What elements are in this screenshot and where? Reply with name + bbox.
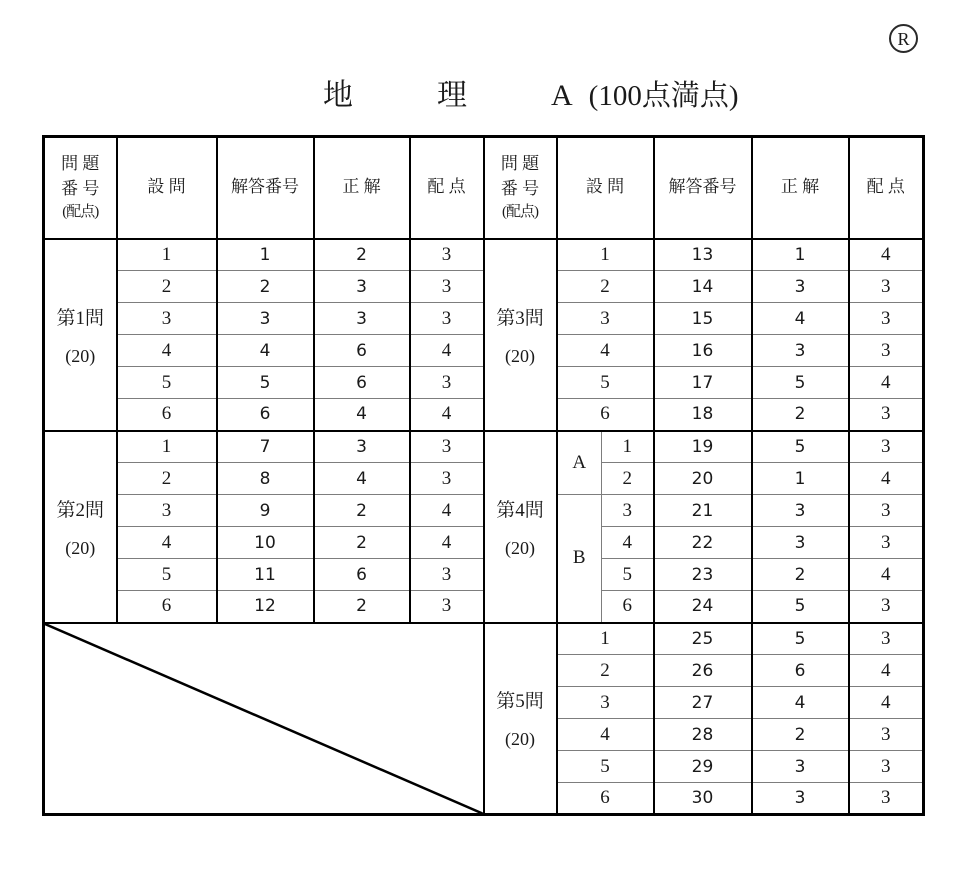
answer-number-cell: 9 [217, 495, 314, 527]
sub-question-cell: 3 [602, 495, 654, 527]
points-cell: 4 [410, 399, 484, 431]
correct-answer-cell: 2 [314, 527, 410, 559]
header-correct-answer: 正 解 [752, 137, 849, 239]
title-score-note: (100点満点) [588, 80, 739, 112]
sub-question-cell: 6 [557, 399, 654, 431]
section-label-cell [484, 623, 557, 815]
diagonal-empty-cell [44, 623, 484, 815]
sub-question-cell: 2 [117, 463, 217, 495]
sub-question-cell: 6 [117, 399, 217, 431]
correct-answer-cell: 3 [752, 527, 849, 559]
correct-answer-cell: 5 [752, 367, 849, 399]
answer-number-cell: 14 [654, 271, 752, 303]
section-points: (20) [505, 345, 535, 366]
correct-answer-cell: 4 [752, 303, 849, 335]
sub-question-cell: 1 [117, 239, 217, 271]
sub-question-cell: 5 [602, 559, 654, 591]
points-cell: 4 [410, 495, 484, 527]
sub-question-cell: 3 [557, 303, 654, 335]
points-cell: 3 [410, 303, 484, 335]
answer-number-cell: 23 [654, 559, 752, 591]
header-answer-number: 解答番号 [217, 137, 314, 239]
answer-number-cell: 19 [654, 431, 752, 463]
table-row [44, 431, 924, 463]
section-label-cell [484, 239, 557, 431]
answer-number-cell: 25 [654, 623, 752, 655]
points-cell: 3 [849, 303, 924, 335]
correct-answer-cell: 5 [752, 623, 849, 655]
correct-answer-cell: 2 [752, 399, 849, 431]
correct-answer-cell: 6 [314, 367, 410, 399]
header-sub-question: 設 問 [117, 137, 217, 239]
answer-key-table [42, 135, 925, 816]
answer-number-cell: 11 [217, 559, 314, 591]
sub-question-cell: 1 [557, 239, 654, 271]
answer-number-cell: 8 [217, 463, 314, 495]
header-sub-question: 設 問 [557, 137, 654, 239]
sub-question-cell: 3 [557, 687, 654, 719]
correct-answer-cell: 2 [752, 559, 849, 591]
sub-question-cell: 2 [602, 463, 654, 495]
sub-question-cell: 1 [602, 431, 654, 463]
correct-answer-cell: 2 [752, 719, 849, 751]
points-cell: 3 [410, 591, 484, 623]
answer-number-cell: 15 [654, 303, 752, 335]
points-cell: 4 [410, 335, 484, 367]
points-cell: 4 [849, 559, 924, 591]
answer-number-cell: 3 [217, 303, 314, 335]
points-cell: 3 [410, 367, 484, 399]
section-label: 第1問 [56, 307, 104, 329]
points-cell: 4 [849, 687, 924, 719]
points-cell: 4 [849, 239, 924, 271]
correct-answer-cell: 3 [314, 303, 410, 335]
correct-answer-cell: 4 [752, 687, 849, 719]
answer-number-cell: 10 [217, 527, 314, 559]
points-cell: 3 [849, 527, 924, 559]
sub-question-cell: 3 [117, 303, 217, 335]
answer-number-cell: 6 [217, 399, 314, 431]
registered-trademark-letter: R [897, 28, 910, 49]
correct-answer-cell: 1 [752, 463, 849, 495]
points-cell: 3 [849, 271, 924, 303]
title-subject-char: 理 [437, 79, 467, 112]
answer-number-cell: 2 [217, 271, 314, 303]
title-subject-char: A [551, 79, 573, 112]
correct-answer-cell: 3 [752, 783, 849, 815]
correct-answer-cell: 6 [314, 559, 410, 591]
points-cell: 3 [849, 751, 924, 783]
correct-answer-cell: 3 [314, 271, 410, 303]
correct-answer-cell: 2 [314, 495, 410, 527]
correct-answer-cell: 2 [314, 591, 410, 623]
table-row [44, 623, 924, 655]
sub-question-cell: 2 [557, 271, 654, 303]
points-cell: 3 [849, 495, 924, 527]
sub-question-cell: 4 [602, 527, 654, 559]
sub-question-cell: 2 [557, 655, 654, 687]
answer-number-cell: 30 [654, 783, 752, 815]
points-cell: 3 [849, 399, 924, 431]
sub-question-cell: 4 [117, 335, 217, 367]
sub-question-cell: 5 [117, 367, 217, 399]
correct-answer-cell: 6 [314, 335, 410, 367]
correct-answer-cell: 1 [752, 239, 849, 271]
points-cell: 3 [410, 431, 484, 463]
points-cell: 3 [410, 239, 484, 271]
answer-number-cell: 16 [654, 335, 752, 367]
answer-number-cell: 13 [654, 239, 752, 271]
table-row [44, 239, 924, 271]
correct-answer-cell: 3 [752, 335, 849, 367]
page-title [323, 70, 739, 114]
points-cell: 3 [849, 719, 924, 751]
header-question-number: 問 題 番 号 (配点) [44, 137, 117, 239]
answer-number-cell: 22 [654, 527, 752, 559]
points-cell: 3 [849, 431, 924, 463]
sub-question-cell: 4 [557, 335, 654, 367]
header-question-number: 問 題 番 号 (配点) [484, 137, 557, 239]
section-points: (20) [505, 729, 535, 750]
correct-answer-cell: 4 [314, 399, 410, 431]
section-points: (20) [505, 537, 535, 558]
answer-number-cell: 1 [217, 239, 314, 271]
sub-question-cell: 6 [602, 591, 654, 623]
header-points: 配 点 [849, 137, 924, 239]
answer-number-cell: 28 [654, 719, 752, 751]
points-cell: 3 [849, 623, 924, 655]
diagonal-line [45, 624, 483, 814]
points-cell: 3 [410, 559, 484, 591]
section-label: 第2問 [56, 499, 104, 521]
group-label-cell: A [557, 431, 602, 495]
section-points: (20) [65, 345, 96, 366]
points-cell: 3 [410, 463, 484, 495]
registered-trademark-icon [889, 24, 918, 53]
section-label-cell [44, 239, 117, 431]
answer-number-cell: 4 [217, 335, 314, 367]
sub-question-cell: 4 [117, 527, 217, 559]
title-subject-char: 地 [323, 79, 353, 112]
answer-number-cell: 18 [654, 399, 752, 431]
answer-number-cell: 17 [654, 367, 752, 399]
section-label-cell [44, 431, 117, 623]
correct-answer-cell: 5 [752, 591, 849, 623]
sub-question-cell: 1 [117, 431, 217, 463]
sub-question-cell: 5 [557, 367, 654, 399]
answer-number-cell: 5 [217, 367, 314, 399]
sub-question-cell: 4 [557, 719, 654, 751]
points-cell: 4 [849, 655, 924, 687]
header-answer-number: 解答番号 [654, 137, 752, 239]
correct-answer-cell: 3 [752, 495, 849, 527]
answer-number-cell: 7 [217, 431, 314, 463]
answer-number-cell: 27 [654, 687, 752, 719]
answer-number-cell: 24 [654, 591, 752, 623]
sub-question-cell: 2 [117, 271, 217, 303]
answer-number-cell: 26 [654, 655, 752, 687]
correct-answer-cell: 3 [752, 751, 849, 783]
table-header-row [44, 137, 924, 239]
sub-question-cell: 1 [557, 623, 654, 655]
correct-answer-cell: 3 [314, 431, 410, 463]
header-points: 配 点 [410, 137, 484, 239]
sub-question-cell: 3 [117, 495, 217, 527]
sub-question-cell: 6 [117, 591, 217, 623]
header-correct-answer: 正 解 [314, 137, 410, 239]
sub-question-cell: 5 [557, 751, 654, 783]
answer-number-cell: 21 [654, 495, 752, 527]
points-cell: 3 [410, 271, 484, 303]
section-label-cell [484, 431, 557, 623]
correct-answer-cell: 6 [752, 655, 849, 687]
points-cell: 3 [849, 591, 924, 623]
section-label: 第3問 [496, 307, 544, 329]
correct-answer-cell: 3 [752, 271, 849, 303]
answer-number-cell: 20 [654, 463, 752, 495]
correct-answer-cell: 5 [752, 431, 849, 463]
points-cell: 3 [849, 335, 924, 367]
sub-question-cell: 5 [117, 559, 217, 591]
points-cell: 4 [410, 527, 484, 559]
answer-number-cell: 12 [217, 591, 314, 623]
section-points: (20) [65, 537, 96, 558]
points-cell: 3 [849, 783, 924, 815]
section-label: 第5問 [496, 691, 544, 713]
points-cell: 4 [849, 367, 924, 399]
sub-question-cell: 6 [557, 783, 654, 815]
answer-number-cell: 29 [654, 751, 752, 783]
correct-answer-cell: 4 [314, 463, 410, 495]
section-label: 第4問 [496, 499, 544, 521]
group-label-cell: B [557, 495, 602, 623]
points-cell: 4 [849, 463, 924, 495]
correct-answer-cell: 2 [314, 239, 410, 271]
